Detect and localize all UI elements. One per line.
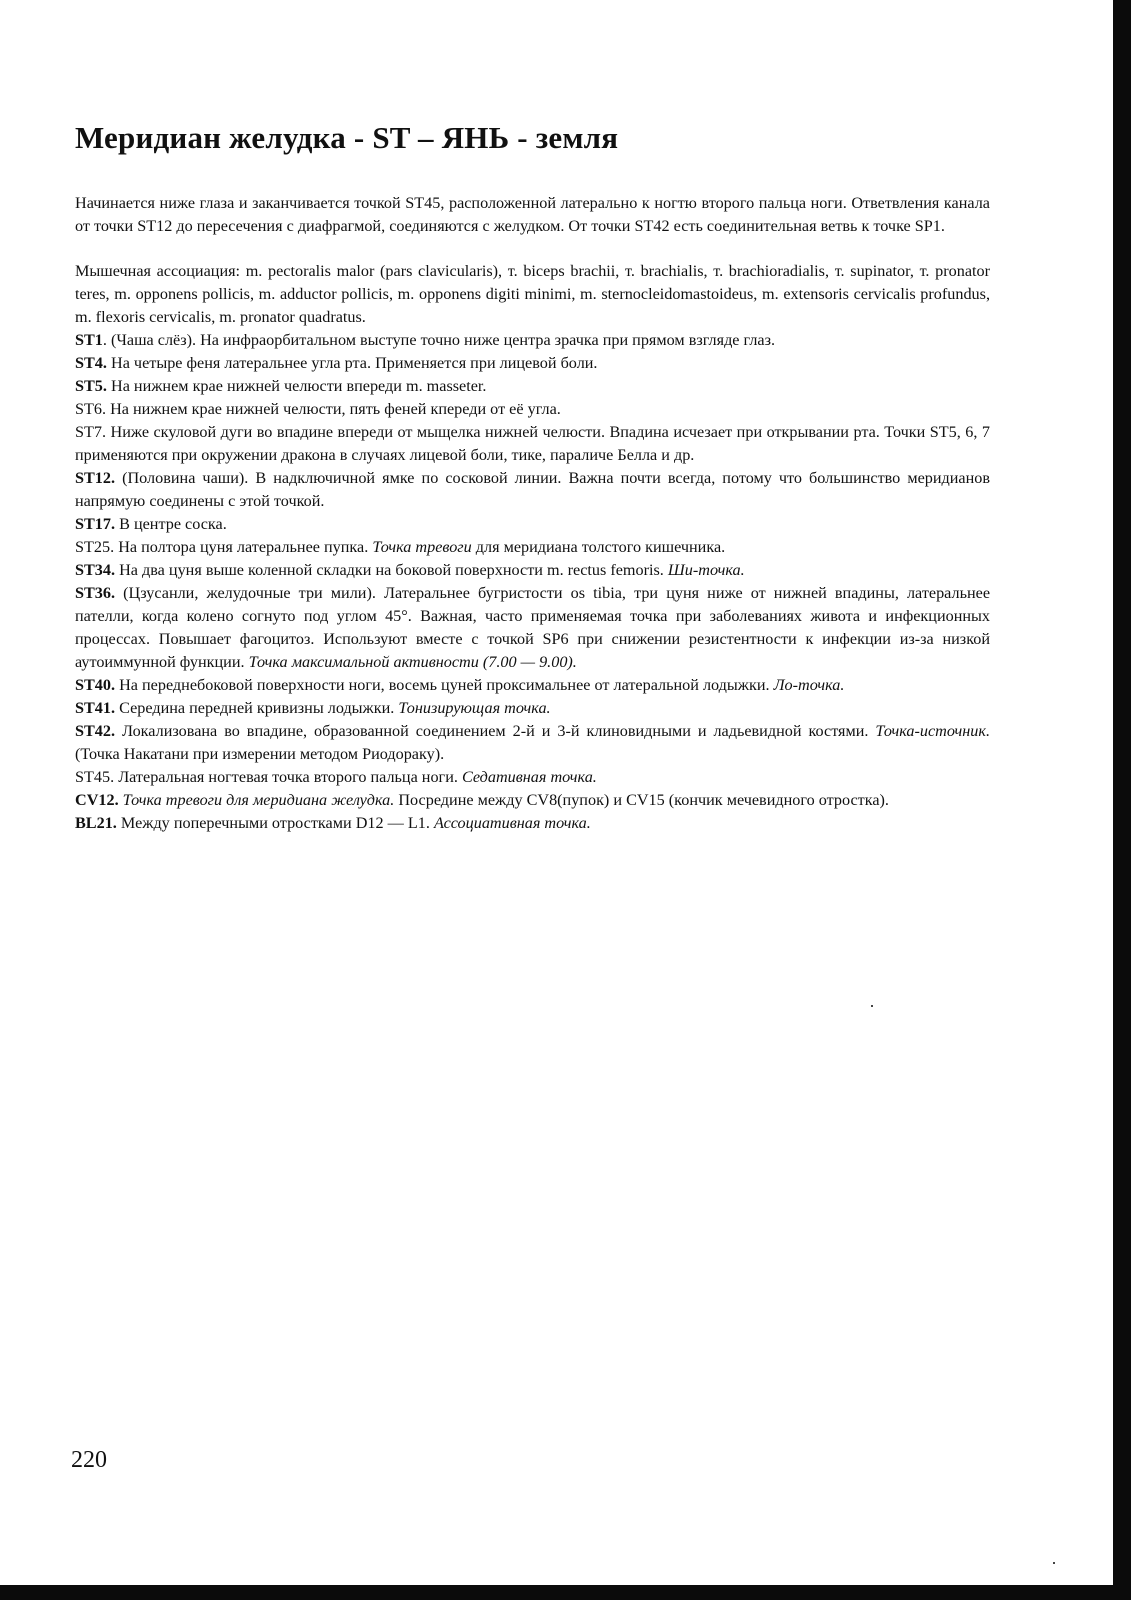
point-code: ST17. [75, 515, 116, 533]
point-emphasis: Седативная точка. [461, 768, 597, 786]
point-emphasis: Точка тревоги для меридиана желудка. [122, 791, 395, 809]
entry-st6 [75, 398, 990, 421]
point-code: ST25. [75, 538, 115, 556]
point-description: На полтора цуня латеральнее пупка. [114, 538, 373, 556]
page-edge-bottom [0, 1585, 1131, 1600]
point-code: CV12. [75, 791, 119, 809]
document-body [75, 118, 990, 835]
entry-st36 [75, 582, 990, 674]
point-description-tail: для меридиана толстого кишечника. [471, 538, 726, 556]
point-description: На переднебоковой поверхности ноги, восемь цуней проксимальнее от латеральной лодыжки. [115, 676, 774, 694]
scan-speck [871, 1005, 873, 1007]
point-code: ST36. [75, 584, 116, 602]
point-emphasis: Точка тревоги [372, 538, 472, 556]
point-emphasis: Точка максимальной активности (7.00 — 9.00). [248, 653, 577, 671]
point-code: BL21. [75, 814, 117, 832]
point-description: (Половина чаши). В надключичной ямке по сосковой линии. Важна почти всегда, потому что большинство меридианов напрямую соединены с этой точкой. [75, 469, 991, 510]
point-code: ST5. [75, 377, 107, 395]
point-code: ST41. [75, 699, 116, 717]
point-emphasis: Тонизирующая точка. [398, 699, 551, 717]
point-code: ST1 [75, 331, 103, 349]
point-code: ST40. [75, 676, 116, 694]
point-code: ST7. [75, 423, 107, 441]
page-title: Меридиан желудка - ST – ЯНЬ - земля [75, 120, 619, 155]
point-code: ST45. [75, 768, 115, 786]
entry-st5 [75, 375, 990, 398]
entry-st41 [75, 697, 990, 720]
point-description: В центре соска. [115, 515, 227, 533]
point-description: Между поперечными отростками D12 — L1. [116, 814, 434, 832]
point-description: (Цзусанли, желудочные три мили). Латеральнее бугристости os tibia, три цуня ниже от нижней впадины, латеральнее пателли, когда колено согнуто под углом 45°. Важная, часто применяемая точка при заболеваниях живота и инфекционных процессах. Повышает фагоцитоз. Используют вместе с точкой SP6 при снижении резистентности к инфекции из-за низкой аутоиммунной функции. [75, 584, 990, 671]
page-edge-right [1113, 0, 1131, 1600]
point-code: ST4. [75, 354, 107, 372]
point-description: На два цуня выше коленной складки на боковой поверхности m. rectus femoris. [115, 561, 668, 579]
point-emphasis: Ло-точка. [773, 676, 845, 694]
point-description: Латеральная ногтевая точка второго пальца ноги. [114, 768, 462, 786]
point-description: На четыре феня латеральнее угла рта. Применяется при лицевой боли. [106, 354, 598, 372]
entry-st34 [75, 559, 990, 582]
entry-st12 [75, 467, 990, 513]
point-code: ST34. [75, 561, 116, 579]
entry-bl21 [75, 812, 990, 835]
entry-st1 [75, 329, 990, 352]
intro-paragraph: Начинается ниже глаза и заканчивается точкой ST45, расположенной латерально к ногтю второго пальца ноги. Ответвления канала от точки ST12 до пересечения с диафрагмой, соединяются с желудком. От точки ST42 есть соединительная ветвь к точке SP1. [75, 194, 990, 235]
point-description: На нижнем крае нижней челюсти впереди m. masseter. [106, 377, 487, 395]
entry-st25 [75, 536, 990, 559]
point-description: Ниже скуловой дуги во впадине впереди от мыщелка нижней челюсти. Впадина исчезает при открывании рта. Точки ST5, 6, 7 применяются при окружении дракона в случаях лицевой боли, тике, параличе Белла и др. [75, 423, 990, 464]
page-number: 220 [71, 1447, 107, 1473]
entry-st45 [75, 766, 990, 789]
entry-st42 [75, 720, 990, 766]
point-description: . (Чаша слёз). На инфраорбитальном выступе точно ниже центра зрачка при прямом взгляде глаз. [102, 331, 776, 349]
point-description-tail: (Точка Накатани при измерении методом Риодораку). [75, 745, 445, 763]
point-code: ST6. [75, 400, 107, 418]
point-description: На нижнем крае нижней челюсти, пять феней кпереди от её угла. [106, 400, 561, 418]
entry-st4 [75, 352, 990, 375]
entry-cv12 [75, 789, 990, 812]
muscle-association-paragraph: Мышечная ассоциация: m. pectoralis malor (pars clavicularis), т. biceps brachii, т. brachialis, т. brachioradialis, т. supinator, т. pronator teres, m. opponens pollicis, m. adductor pollicis, m. opponens digiti minimi, m. sternocleidomastoideus, m. extensoris cervicalis profundus, m. flexoris cervicalis, m. pronator quadratus. [75, 262, 990, 326]
point-description: Локализована во впадине, образованной соединением 2-й и 3-й клиновидными и ладьевидной костями. [115, 722, 876, 740]
point-code: ST12. [75, 469, 116, 487]
scan-speck [1053, 1562, 1055, 1564]
point-code: ST42. [75, 722, 116, 740]
point-emphasis: Ассоциативная точка. [433, 814, 591, 832]
entry-st17 [75, 513, 990, 536]
point-description-tail: Посредине между CV8(пупок) и CV15 (кончик мечевидного отростка). [394, 791, 889, 809]
point-emphasis: Ши-точка. [667, 561, 745, 579]
entry-st40 [75, 674, 990, 697]
point-emphasis: Точка-источник. [875, 722, 990, 740]
point-description: Середина передней кривизны лодыжки. [115, 699, 399, 717]
entry-st7 [75, 421, 990, 467]
